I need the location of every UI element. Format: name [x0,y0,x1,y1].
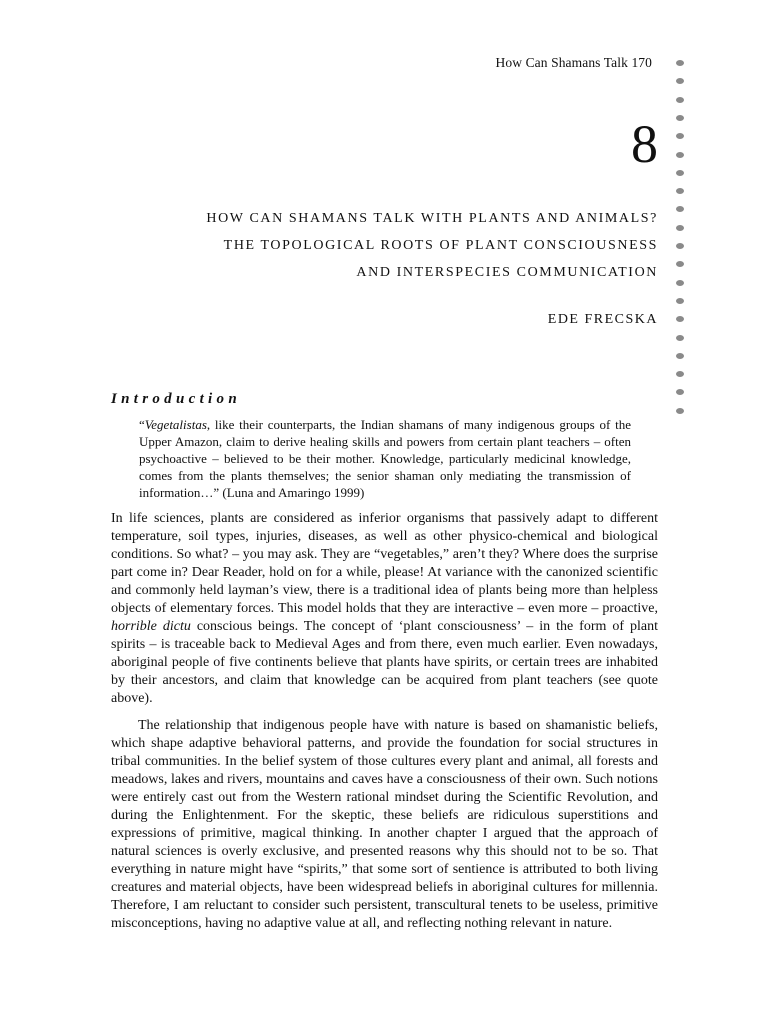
edge-dot [676,353,684,359]
edge-dot [676,60,684,66]
chapter-title-line: AND INTERSPECIES COMMUNICATION [356,265,658,280]
edge-dot [676,280,684,286]
epigraph-open-quote: “ [139,417,145,432]
chapter-title-line: HOW CAN SHAMANS TALK WITH PLANTS AND ANIMALS? [206,211,658,226]
edge-dot [676,115,684,121]
chapter-number: 8 [631,114,658,174]
edge-dot [676,261,684,267]
edge-dot [676,371,684,377]
body-text [111,510,658,942]
epigraph-italic: Vegetalistas [144,417,207,432]
epigraph-text: , like their counterparts, the Indian shamans of many indigenous groups of the Upper Amazon, claim to derive healing skills and powers from certain plant teachers – often psychoactive – believed to be their mother. Knowledge, particularly medicinal knowledge, comes from the plants themselves; the senior shaman only mediating the transmission of information…” (Luna and Amaringo 1999) [139,417,631,500]
edge-dot [676,133,684,139]
edge-dot [676,298,684,304]
edge-dot [676,408,684,414]
edge-dot [676,206,684,212]
edge-dot [676,97,684,103]
paragraph [111,510,658,708]
edge-dot [676,78,684,84]
epigraph-quote [139,416,631,501]
chapter-title-line: THE TOPOLOGICAL ROOTS OF PLANT CONSCIOUSNESS [223,238,658,253]
edge-dot [676,243,684,249]
edge-dot [676,225,684,231]
edge-dot [676,316,684,322]
running-head: How Can Shamans Talk 170 [495,55,652,70]
edge-dot [676,152,684,158]
paragraph-text: In life sciences, plants are considered as inferior organisms that passively adapt to different temperature, soil types, injuries, diseases, as well as other physico-chemical and biological conditions. So what? – you may ask. They are “vegetables,” aren’t they? Where does the surprise part come in? Dear Reader, hold on for a while, please! At variance with the canonized scientific and commonly held layman’s view, there is a traditional idea of plants being more than helpless objects of elementary forces. This model holds that they are interactive – even more – proactive, [111,511,658,616]
paragraph-text: conscious beings. The concept of ‘plant consciousness’ – in the form of plant spirits – is traceable back to Medieval Ages and from there, even much earlier. Even nowadays, aboriginal people of five continents believe that plants have spirits, or certain trees are inhabited by their ancestors, and claim that knowledge can be acquired from plant teachers (see quote above). [111,619,658,706]
section-heading: Introduction [111,391,241,407]
paragraph: The relationship that indigenous people have with nature is based on shamanistic beliefs, which shape adaptive behavioral patterns, and provide the foundation for social structures in tribal communities. In the belief system of those cultures every plant and animal, all forests and meadows, lakes and rivers, mountains and caves have a consciousness of their own. Such notions were entirely cast out from the Western rational mindset during the Scientific Revolution, and during the Enlightenment. For the skeptic, these beliefs are ridiculous superstitions and expressions of primitive, magical thinking. In another chapter I argued that the approach of natural sciences is overly exclusive, and presented reasons why this should not to be so. That everything in nature might have “spirits,” that some sort of sentience is attributed to both living creatures and material objects, have been widespread beliefs in aboriginal cultures for millennia. Therefore, I am reluctant to consider such persistent, transcultural tenets to be useless, primitive misconceptions, having no adaptive value at all, and reflecting nothing relevant in nature. [111,718,658,931]
author-name: EDE FRECSKA [547,312,658,327]
edge-dot [676,389,684,395]
chapter-title [98,205,658,286]
edge-dot [676,170,684,176]
paragraph-italic: horrible dictu [111,619,191,634]
edge-dot [676,188,684,194]
edge-dot [676,335,684,341]
